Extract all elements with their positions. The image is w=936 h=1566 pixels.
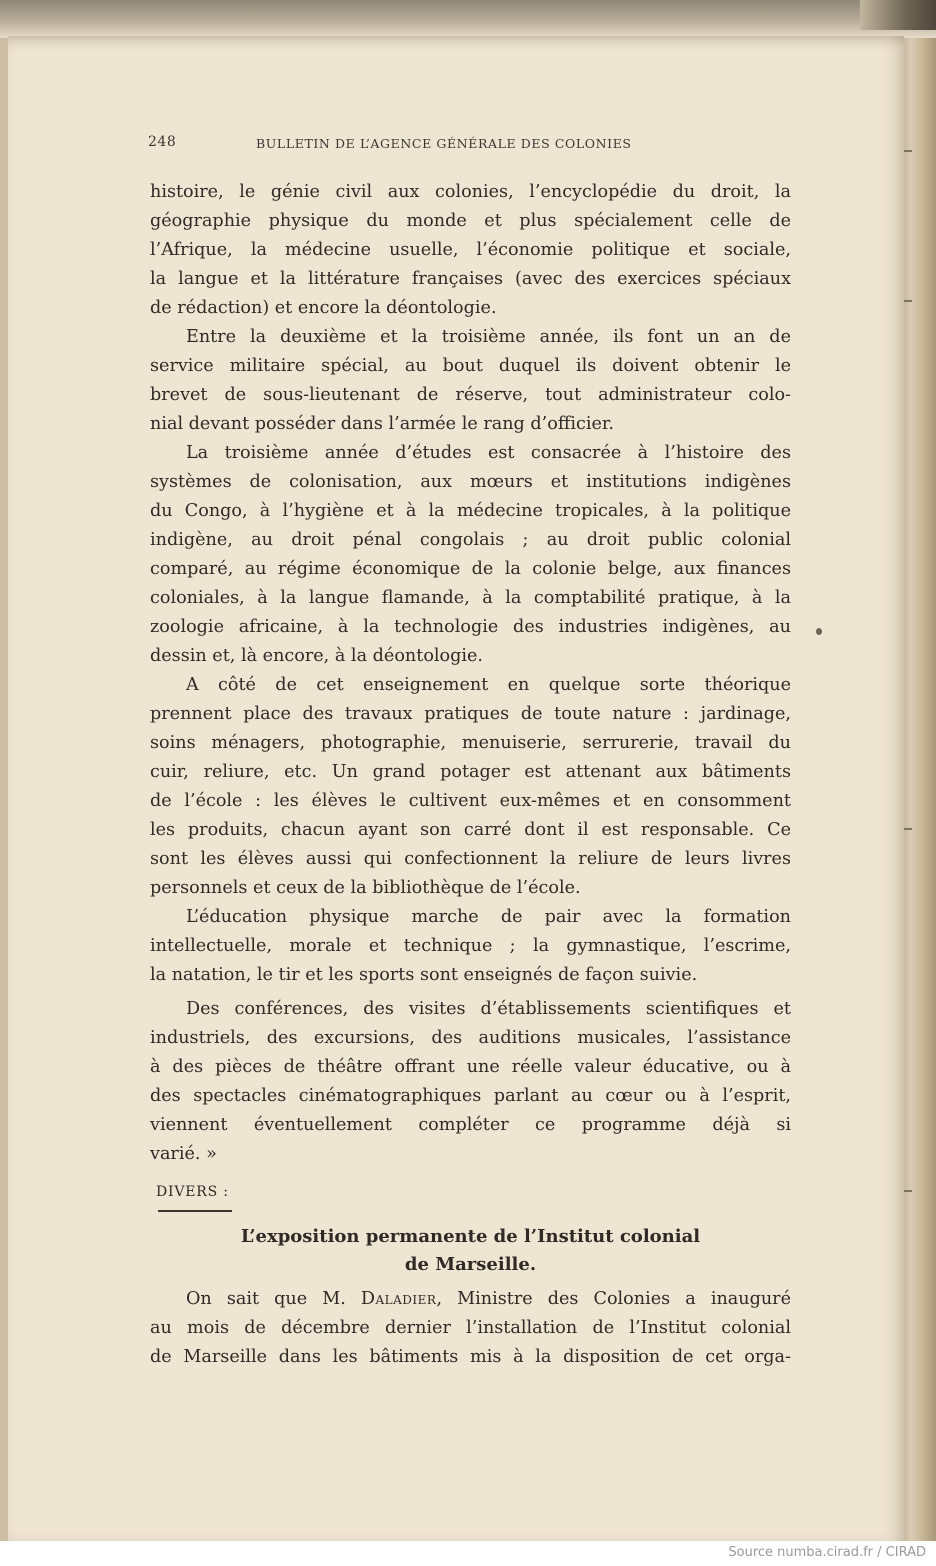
text-line: de Marseille dans les bâtiments mis à la disposition de cet orga-	[150, 1347, 791, 1367]
text-line: Des conférences, des visites d’établissements scientifiques et	[186, 999, 791, 1019]
heading-line: L’exposition permanente de l’Institut colonial	[240, 1226, 701, 1247]
page-number: 248	[148, 134, 177, 150]
text-line: sont les élèves aussi qui confectionnent la reliure de leurs livres	[150, 849, 791, 869]
text-line: de rédaction) et encore la déontologie.	[150, 298, 497, 318]
running-title: BULLETIN DE L’AGENCE GÉNÉRALE DES COLONIES	[256, 136, 632, 151]
text-line: systèmes de colonisation, aux mœurs et institutions indigènes	[150, 472, 791, 492]
text-line: à des pièces de théâtre offrant une réelle valeur éducative, ou à	[150, 1057, 791, 1077]
heading-line: de Marseille.	[404, 1254, 537, 1275]
text-line	[150, 1285, 791, 1314]
text-line: intellectuelle, morale et technique ; la gymnastique, l’escrime,	[150, 936, 791, 956]
text-line: dessin et, là encore, à la déontologie.	[150, 646, 484, 666]
binding-corner	[860, 0, 936, 30]
text-line: cuir, reliure, etc. Un grand potager est attenant aux bâtiments	[150, 762, 791, 782]
text-line: au mois de décembre dernier l’installation de l’Institut colonial	[150, 1318, 791, 1338]
text-line: zoologie africaine, à la technologie des industries indigènes, au	[150, 617, 791, 637]
text-line: la langue et la littérature françaises (avec des exercices spéciaux	[150, 269, 791, 289]
text-line: indigène, au droit pénal congolais ; au droit public colonial	[150, 530, 791, 550]
edge-mark	[904, 150, 912, 152]
text-line: nial devant posséder dans l’armée le rang d’officier.	[150, 414, 614, 434]
text-line: Entre la deuxième et la troisième année, ils font un an de	[186, 327, 791, 347]
edge-mark	[904, 300, 912, 302]
edge-mark	[904, 828, 912, 830]
text-run: , Ministre des Colonies a inauguré	[436, 1289, 792, 1309]
section-label: DIVERS :	[156, 1184, 229, 1200]
text-line: viennent éventuellement compléter ce programme déjà si	[150, 1115, 791, 1135]
text-line: les produits, chacun ayant son carré dont il est responsable. Ce	[150, 820, 791, 840]
text-line: de l’école : les élèves le cultivent eux-mêmes et en consomment	[150, 791, 791, 811]
text-run: On sait que M.	[186, 1289, 361, 1309]
ink-spot	[816, 628, 822, 635]
text-line: prennent place des travaux pratiques de toute nature : jardinage,	[150, 704, 791, 724]
text-line: service militaire spécial, au bout duquel ils doivent obtenir le	[150, 356, 791, 376]
edge-mark	[904, 1190, 912, 1192]
article-heading	[150, 1223, 791, 1279]
running-header	[148, 134, 788, 156]
text-line: géographie physique du monde et plus spécialement celle de	[150, 211, 791, 231]
article-body	[150, 1285, 791, 1372]
minister-name: Daladier	[360, 1289, 437, 1309]
body-text	[150, 178, 791, 1169]
text-line: soins ménagers, photographie, menuiserie, serrurerie, travail du	[150, 733, 791, 753]
text-line: La troisième année d’études est consacrée à l’histoire des	[186, 443, 791, 463]
section-rule	[158, 1210, 232, 1212]
text-line: du Congo, à l’hygiène et à la médecine tropicales, à la politique	[150, 501, 791, 521]
text-line: la natation, le tir et les sports sont enseignés de façon suivie.	[150, 965, 698, 985]
text-line: des spectacles cinématographiques parlant au cœur ou à l’esprit,	[150, 1086, 791, 1106]
text-line: personnels et ceux de la bibliothèque de l’école.	[150, 878, 581, 898]
text-line: L’éducation physique marche de pair avec la formation	[186, 907, 791, 927]
text-line: brevet de sous-lieutenant de réserve, tout administrateur colo-	[150, 385, 791, 405]
text-line: industriels, des excursions, des auditions musicales, l’assistance	[150, 1028, 791, 1048]
page-edge-right	[900, 0, 936, 1541]
text-line: comparé, au régime économique de la colonie belge, aux finances	[150, 559, 791, 579]
page-edge-top	[0, 0, 936, 38]
text-line: l’Afrique, la médecine usuelle, l’économie politique et sociale,	[150, 240, 791, 260]
text-line: A côté de cet enseignement en quelque sorte théorique	[186, 675, 791, 695]
text-line: varié. »	[150, 1144, 217, 1164]
credit-bar	[0, 1541, 936, 1566]
source-credit: Source numba.cirad.fr / CIRAD	[728, 1545, 926, 1560]
text-line: coloniales, à la langue flamande, à la comptabilité pratique, à la	[150, 588, 791, 608]
text-line: histoire, le génie civil aux colonies, l’encyclopédie du droit, la	[150, 182, 791, 202]
